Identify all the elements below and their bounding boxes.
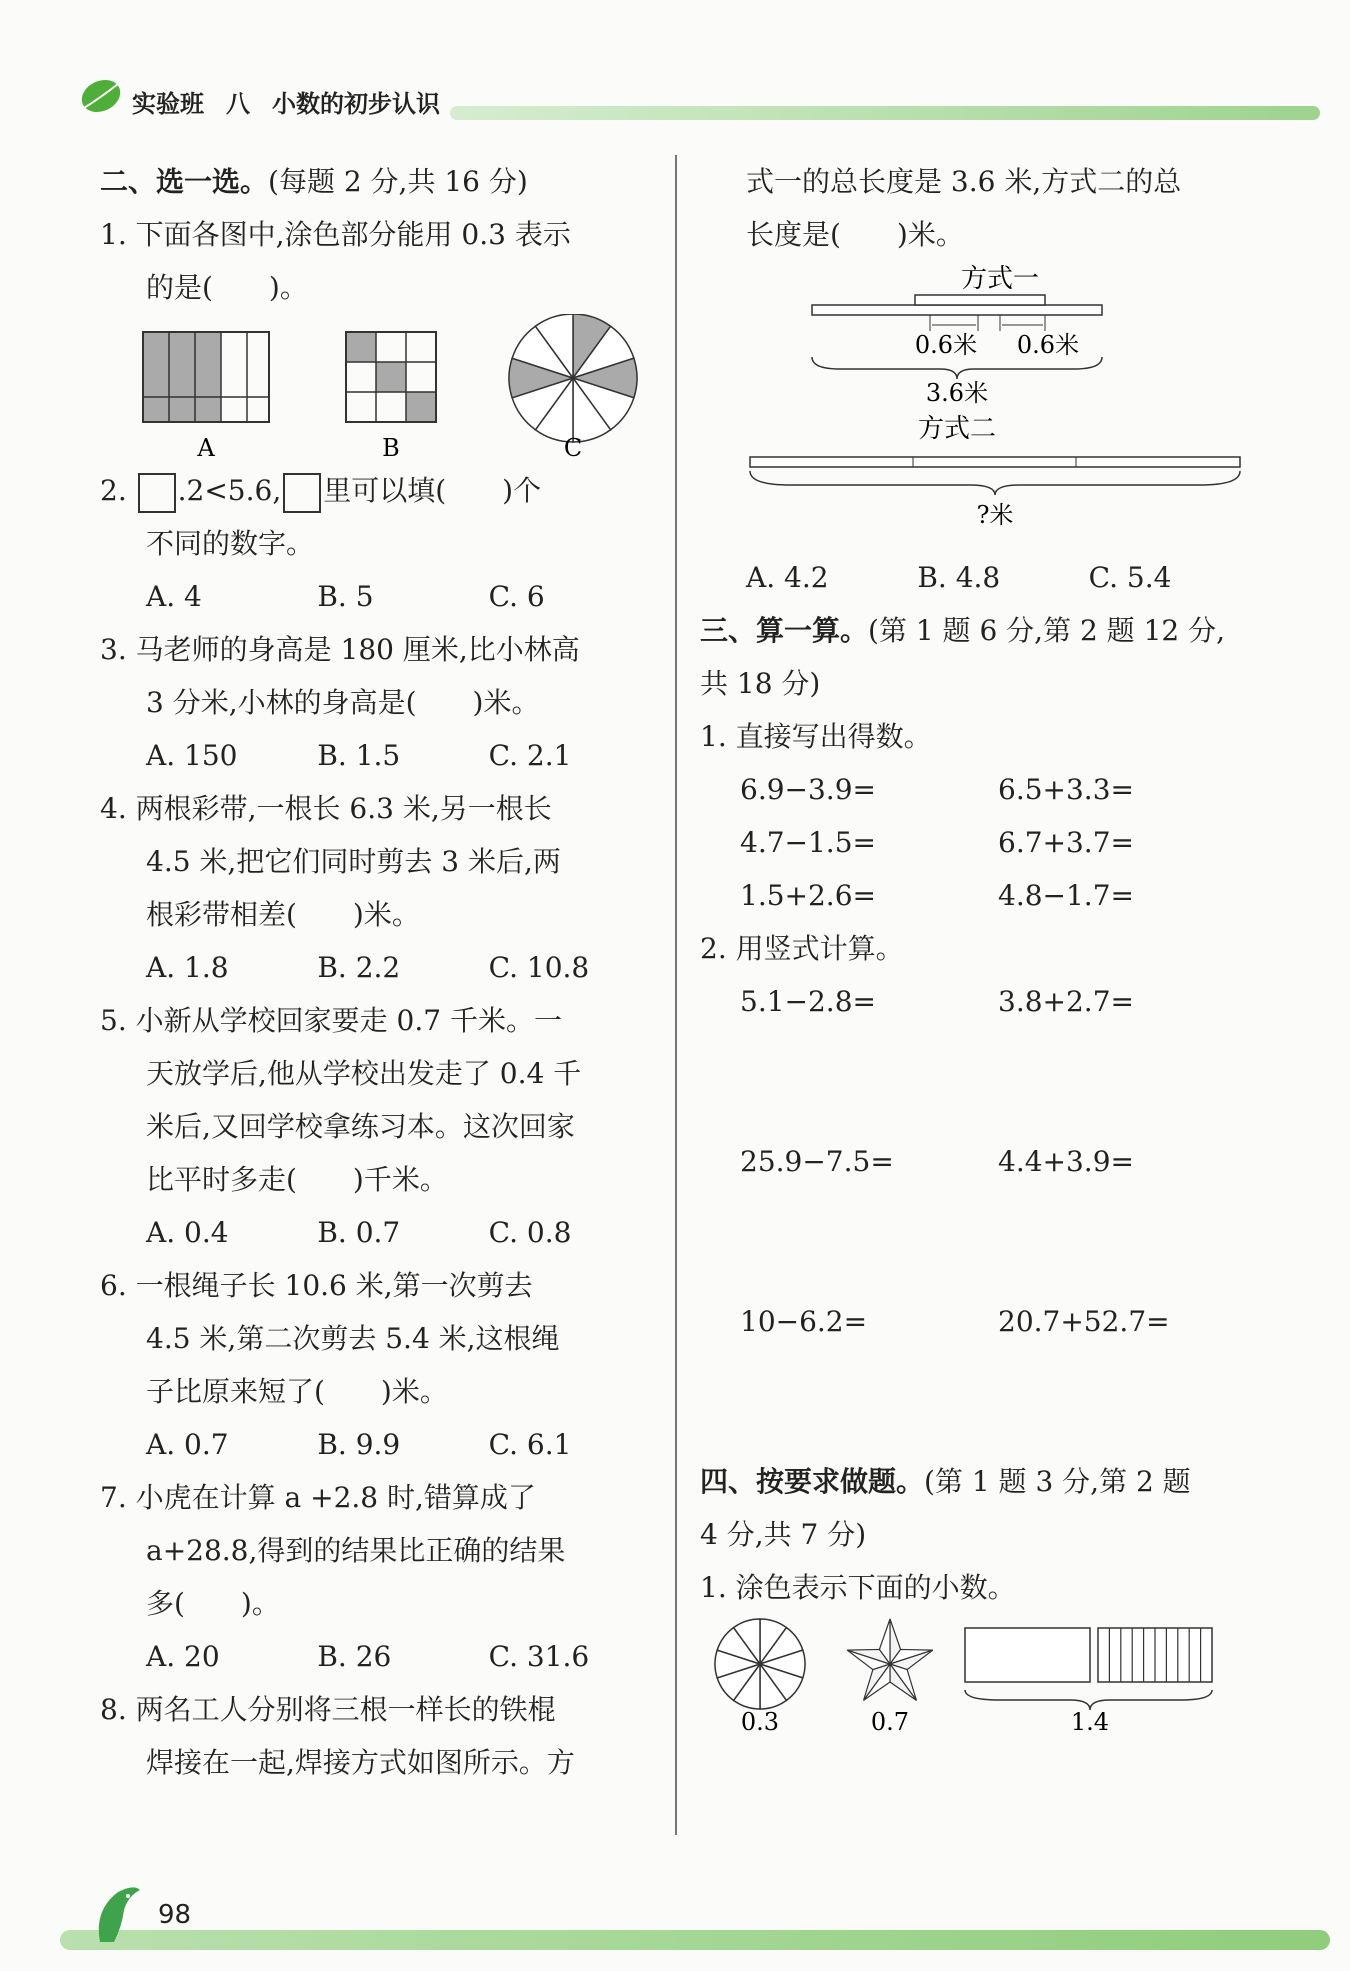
q7-options: A. 20 B. 26 C. 31.6 [146, 1640, 590, 1673]
q32-row: 10−6.2= 20.7+52.7= [740, 1305, 1170, 1338]
page-number: 98 [158, 1900, 192, 1930]
q32-row: 5.1−2.8= 3.8+2.7= [740, 985, 1134, 1018]
figure-c [509, 314, 637, 442]
q7-text-2: a+28.8,得到的结果比正确的结果 [146, 1534, 566, 1567]
figure-b [346, 332, 436, 422]
total-length-1: 3.6米 [925, 379, 989, 407]
q5-options: A. 0.4 B. 0.7 C. 0.8 [146, 1216, 572, 1249]
q31-row: 1.5+2.6= 4.8−1.7= [740, 879, 1134, 912]
label-b: B [382, 434, 400, 462]
ten-part-circle [715, 1619, 805, 1709]
header-title: 实验班 八 小数的初步认识 [132, 90, 440, 118]
q3-text-2: 3 分米,小林的身高是( )米。 [146, 686, 540, 719]
column-divider [675, 155, 677, 1835]
section4-heading: 四、按要求做题。(第 1 题 3 分,第 2 题 [700, 1465, 1191, 1498]
value-label: 1.4 [1070, 1708, 1110, 1734]
q31-title: 1. 直接写出得数。 [700, 720, 932, 753]
ten-part-rectangle [1098, 1628, 1212, 1682]
value-label: 0.3 [740, 1708, 780, 1734]
q6-text-2: 4.5 米,第二次剪去 5.4 米,这根绳 [146, 1322, 560, 1355]
q4-options: A. 1.8 B. 2.2 C. 10.8 [146, 951, 590, 984]
q3-options: A. 150 B. 1.5 C. 2.1 [146, 739, 572, 772]
overlap-label-2: 0.6米 [1016, 331, 1080, 359]
section2-heading: 二、选一选。(每题 2 分,共 16 分) [100, 165, 528, 198]
q41-figures [700, 1614, 1260, 1734]
overlap-label-1: 0.6米 [914, 331, 978, 359]
q32-row: 25.9−7.5= 4.4+3.9= [740, 1145, 1134, 1178]
section3-heading: 三、算一算。(第 1 题 6 分,第 2 题 12 分, [700, 614, 1226, 647]
q5-text: 5. 小新从学校回家要走 0.7 千米。一 [100, 1004, 562, 1037]
blank-box[interactable] [283, 473, 321, 513]
q31-row: 4.7−1.5= 6.7+3.7= [740, 826, 1134, 859]
q1-figures [100, 314, 660, 464]
total-length-2: ?米 [976, 501, 1014, 529]
q5-text-4: 比平时多走( )千米。 [146, 1163, 448, 1196]
value-label: 0.7 [870, 1708, 910, 1734]
q4-text: 4. 两根彩带,一根长 6.3 米,另一根长 [100, 792, 552, 825]
right-column [700, 155, 1260, 1734]
q5-text-2: 天放学后,他从学校出发走了 0.4 千 [146, 1057, 582, 1090]
q3-text: 3. 马老师的身高是 180 厘米,比小林高 [100, 633, 580, 666]
header-bar [450, 106, 1320, 120]
q5-text-3: 米后,又回学校拿练习本。这次回家 [146, 1110, 575, 1143]
q4-text-3: 根彩带相差( )米。 [146, 898, 420, 931]
method-two-label: 方式二 [917, 414, 997, 444]
q1-text-2: 的是( )。 [146, 271, 308, 304]
left-column [100, 155, 660, 1789]
page-header [70, 72, 1270, 132]
method-one-label: 方式一 [960, 264, 1040, 294]
q8-cont-text: 式一的总长度是 3.6 米,方式二的总 [746, 165, 1182, 198]
section3-note: 共 18 分) [700, 667, 821, 700]
page-footer [0, 1880, 1350, 1971]
q2-options: A. 4 B. 5 C. 6 [146, 580, 545, 613]
q7-text: 7. 小虎在计算 a +2.8 时,错算成了 [100, 1481, 536, 1514]
figure-a [143, 332, 269, 422]
q8-text-2: 焊接在一起,焊接方式如图所示。方 [146, 1746, 575, 1779]
whole-rectangle [965, 1628, 1090, 1682]
q31-row: 6.9−3.9= 6.5+3.3= [740, 773, 1134, 806]
welding-diagram [700, 261, 1260, 551]
q41-title: 1. 涂色表示下面的小数。 [700, 1571, 1016, 1604]
q6-text: 6. 一根绳子长 10.6 米,第一次剪去 [100, 1269, 533, 1302]
q4-text-2: 4.5 米,把它们同时剪去 3 米后,两 [146, 845, 561, 878]
q6-options: A. 0.7 B. 9.9 C. 6.1 [146, 1428, 572, 1461]
q32-title: 2. 用竖式计算。 [700, 932, 904, 965]
q2-text-2: 不同的数字。 [146, 527, 315, 560]
q8-text: 8. 两名工人分别将三根一样长的铁棍 [100, 1693, 556, 1726]
q6-text-3: 子比原来短了( )米。 [146, 1375, 448, 1408]
dolphin-icon [88, 1880, 148, 1950]
q8-cont-text-2: 长度是( )米。 [746, 218, 964, 251]
footer-bar [60, 1930, 1330, 1950]
q8-options: A. 4.2 B. 4.8 C. 5.4 [746, 561, 1172, 594]
q7-text-3: 多( )。 [146, 1587, 280, 1620]
q1-text: 1. 下面各图中,涂色部分能用 0.3 表示 [100, 218, 571, 251]
section4-note: 4 分,共 7 分) [700, 1518, 867, 1551]
label-a: A [197, 434, 215, 462]
label-c: C [563, 434, 583, 462]
ten-part-star [847, 1619, 933, 1700]
blank-box[interactable] [138, 473, 176, 513]
q2-text: 2. .2<5.6, 里可以填( )个 [100, 464, 660, 517]
leaf-icon [78, 76, 124, 116]
